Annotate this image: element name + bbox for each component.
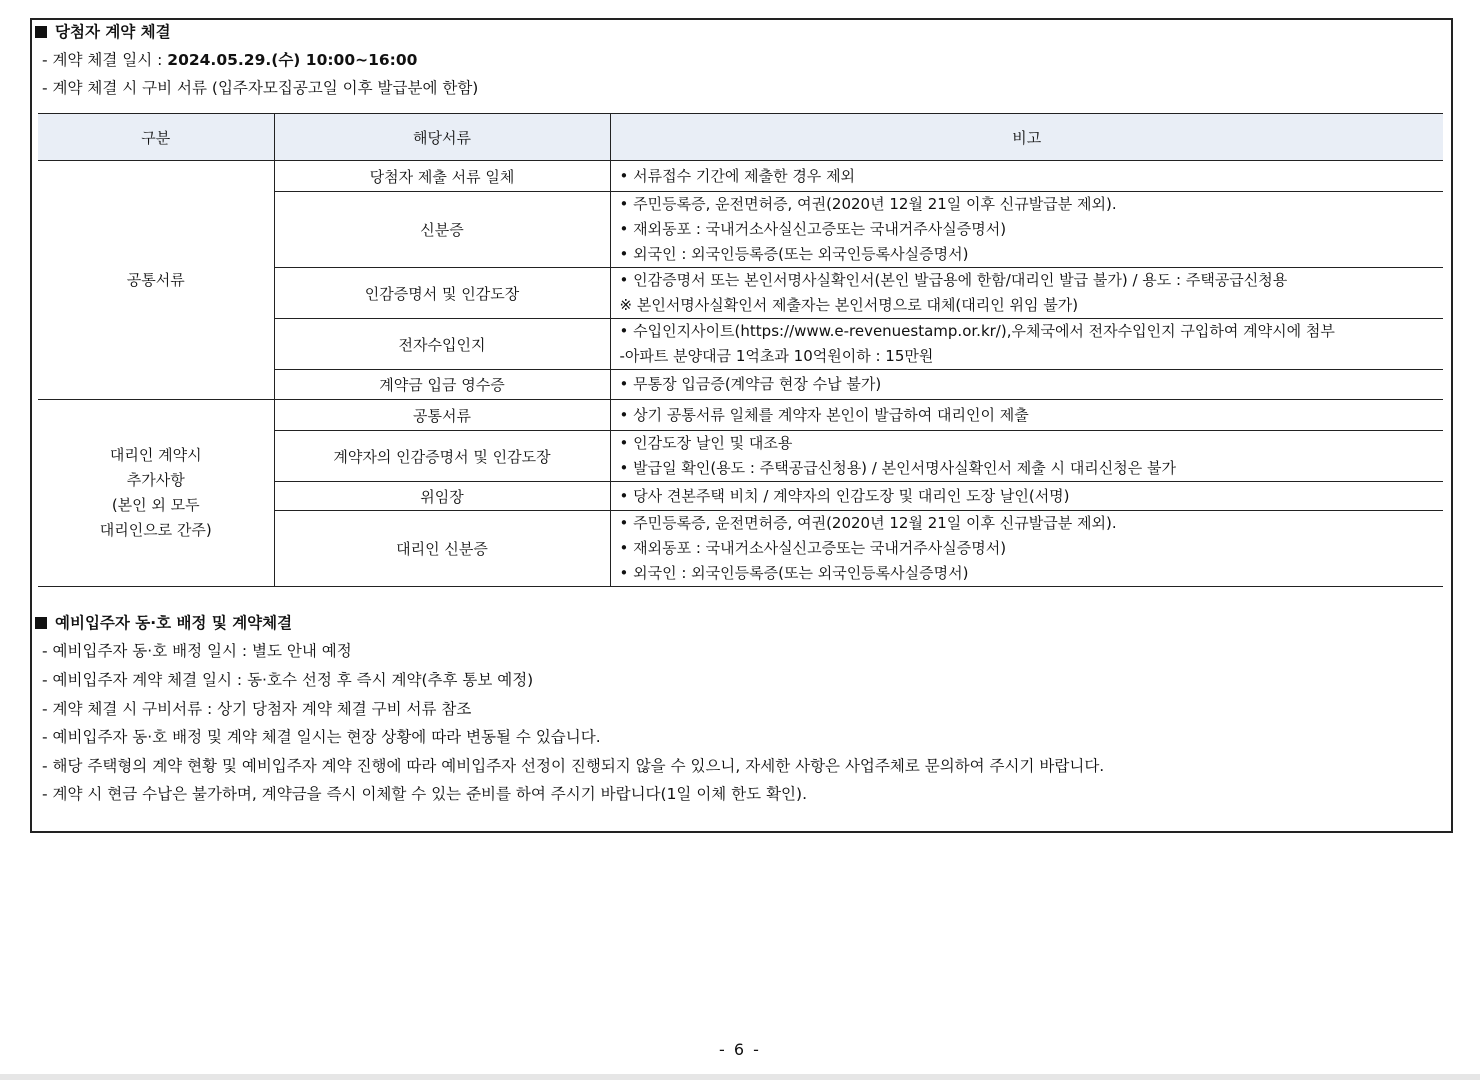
document-cell: 인감증명서 및 인감도장 <box>274 268 610 319</box>
remarks-cell: • 인감도장 날인 및 대조용 • 발급일 확인(용도 : 주택공급신청용) / 본인서명사실확인서 제출 시 대리신청은 불가 <box>610 431 1443 482</box>
list-item: - 예비입주자 계약 체결 일시 : 동·호수 선정 후 즉시 계약(추후 통보 예정) <box>42 671 534 689</box>
document-cell: 전자수입인지 <box>274 319 610 370</box>
header-category: 구분 <box>38 114 274 161</box>
remarks-cell: • 서류접수 기간에 제출한 경우 제외 <box>610 161 1443 192</box>
remarks-cell: • 주민등록증, 운전면허증, 여권(2020년 12월 21일 이후 신규발급분 제외). • 재외동포 : 국내거소사실신고증또는 국내거주사실증명서) • 외국인 : 외국인등록증(또는 외국인등록사실증명서) <box>610 192 1443 268</box>
document-cell: 당첨자 제출 서류 일체 <box>274 161 610 192</box>
list-item: - 예비입주자 동·호 배정 일시 : 별도 안내 예정 <box>42 642 352 660</box>
remarks-cell: • 수입인지사이트(https://www.e-revenuestamp.or.kr/),우체국에서 전자수입인지 구입하여 계약시에 첨부 -아파트 분양대금 1억초과 10억원이하 : 15만원 <box>610 319 1443 370</box>
header-document: 해당서류 <box>274 114 610 161</box>
section-title-reserve-contract: 예비입주자 동·호 배정 및 계약체결 <box>35 612 292 634</box>
remarks-cell: • 주민등록증, 운전면허증, 여권(2020년 12월 21일 이후 신규발급분 제외). • 재외동포 : 국내거소사실신고증또는 국내거주사실증명서) • 외국인 : 외국인등록증(또는 외국인등록사실증명서) <box>610 511 1443 587</box>
page-number: - 6 - <box>719 1040 761 1059</box>
list-item: - 해당 주택형의 계약 현황 및 예비입주자 계약 진행에 따라 예비입주자 선정이 진행되지 않을 수 있으니, 자세한 사항은 사업주체로 문의하여 주시기 바랍니다. <box>42 757 1105 775</box>
square-bullet-icon <box>35 617 47 629</box>
remarks-cell: • 상기 공통서류 일체를 계약자 본인이 발급하여 대리인이 제출 <box>610 400 1443 431</box>
category-cell: 공통서류 <box>38 161 274 400</box>
required-docs-line: - 계약 체결 시 구비 서류 (입주자모집공고일 이후 발급분에 한함) <box>42 79 479 97</box>
remarks-cell: • 무통장 입금증(계약금 현장 수납 불가) <box>610 370 1443 400</box>
required-documents-table <box>38 113 1443 587</box>
document-frame <box>30 18 1453 833</box>
document-cell: 위임장 <box>274 482 610 511</box>
square-bullet-icon <box>35 26 47 38</box>
bottom-divider <box>0 1074 1480 1080</box>
list-item: - 계약 시 현금 수납은 불가하며, 계약금을 즉시 이체할 수 있는 준비를 하여 주시기 바랍니다(1일 이체 한도 확인). <box>42 785 808 803</box>
category-cell: 대리인 계약시 추가사항 (본인 외 모두 대리인으로 간주) <box>38 400 274 587</box>
table-row <box>38 161 1443 192</box>
contract-date-line: - 계약 체결 일시 : 2024.05.29.(수) 10:00~16:00 <box>42 51 418 69</box>
document-cell: 공통서류 <box>274 400 610 431</box>
header-remarks: 비고 <box>610 114 1443 161</box>
document-cell: 계약금 입금 영수증 <box>274 370 610 400</box>
list-item: - 계약 체결 시 구비서류 : 상기 당첨자 계약 체결 구비 서류 참조 <box>42 700 472 718</box>
document-cell: 계약자의 인감증명서 및 인감도장 <box>274 431 610 482</box>
list-item: - 예비입주자 동·호 배정 및 계약 체결 일시는 현장 상황에 따라 변동될 수 있습니다. <box>42 728 601 746</box>
document-cell: 신분증 <box>274 192 610 268</box>
section-title-winner-contract: 당첨자 계약 체결 <box>35 21 171 43</box>
table-row <box>38 400 1443 431</box>
remarks-cell: • 인감증명서 또는 본인서명사실확인서(본인 발급용에 한함/대리인 발급 불가) / 용도 : 주택공급신청용 ※ 본인서명사실확인서 제출자는 본인서명으로 대체(대리인 위임 불가) <box>610 268 1443 319</box>
remarks-cell: • 당사 견본주택 비치 / 계약자의 인감도장 및 대리인 도장 날인(서명) <box>610 482 1443 511</box>
document-cell: 대리인 신분증 <box>274 511 610 587</box>
